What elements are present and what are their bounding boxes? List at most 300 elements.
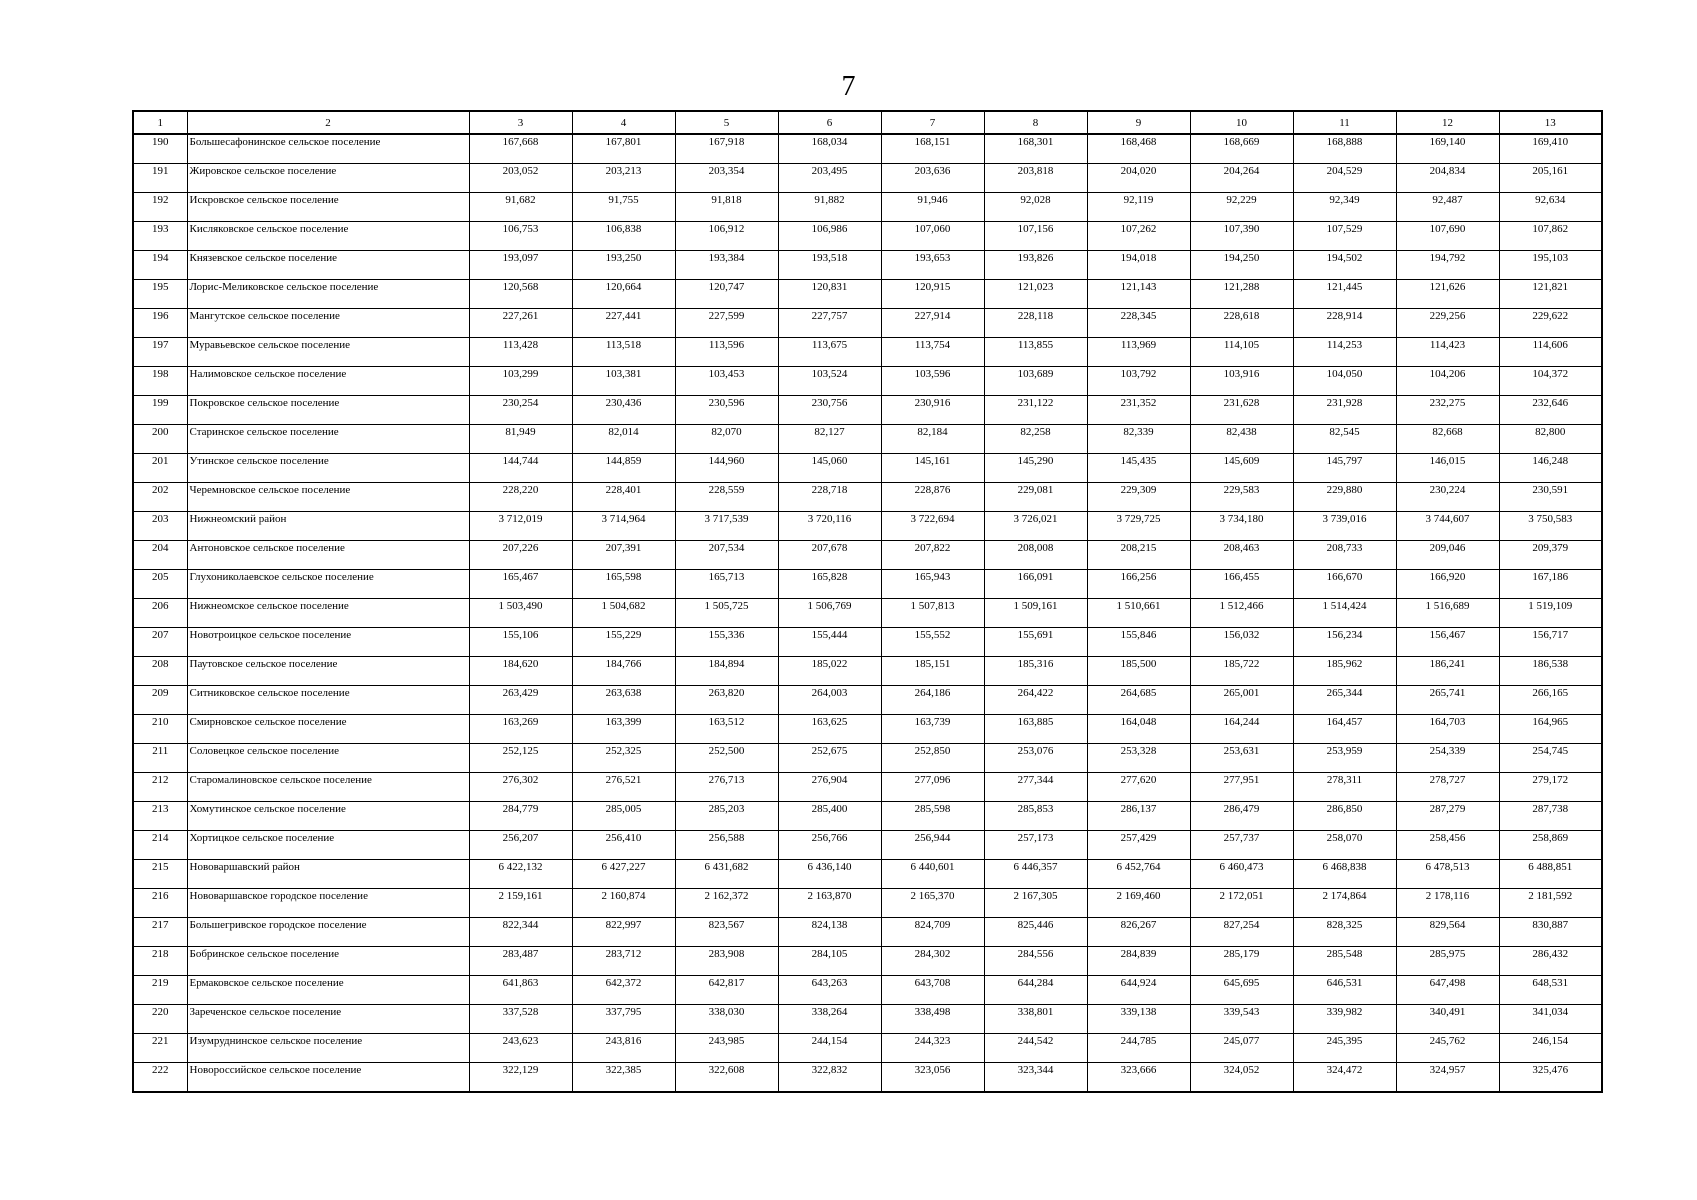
value-cell: 231,928 xyxy=(1293,396,1396,425)
value-cell: 642,817 xyxy=(675,976,778,1005)
value-cell: 254,745 xyxy=(1499,744,1602,773)
value-cell: 322,832 xyxy=(778,1063,881,1093)
value-cell: 232,646 xyxy=(1499,396,1602,425)
value-cell: 103,792 xyxy=(1087,367,1190,396)
value-cell: 6 440,601 xyxy=(881,860,984,889)
value-cell: 168,301 xyxy=(984,134,1087,164)
value-cell: 230,591 xyxy=(1499,483,1602,512)
value-cell: 204,834 xyxy=(1396,164,1499,193)
value-cell: 107,390 xyxy=(1190,222,1293,251)
value-cell: 82,014 xyxy=(572,425,675,454)
value-cell: 228,876 xyxy=(881,483,984,512)
value-cell: 340,491 xyxy=(1396,1005,1499,1034)
value-cell: 323,056 xyxy=(881,1063,984,1093)
value-cell: 283,487 xyxy=(469,947,572,976)
table-row xyxy=(133,541,1602,570)
value-cell: 168,151 xyxy=(881,134,984,164)
table-row xyxy=(133,280,1602,309)
value-cell: 339,543 xyxy=(1190,1005,1293,1034)
value-cell: 120,664 xyxy=(572,280,675,309)
value-cell: 163,399 xyxy=(572,715,675,744)
value-cell: 286,850 xyxy=(1293,802,1396,831)
column-header: 7 xyxy=(881,111,984,134)
value-cell: 204,264 xyxy=(1190,164,1293,193)
value-cell: 3 729,725 xyxy=(1087,512,1190,541)
value-cell: 82,438 xyxy=(1190,425,1293,454)
value-cell: 6 427,227 xyxy=(572,860,675,889)
value-cell: 185,962 xyxy=(1293,657,1396,686)
value-cell: 2 174,864 xyxy=(1293,889,1396,918)
value-cell: 121,288 xyxy=(1190,280,1293,309)
row-number-cell: 200 xyxy=(133,425,187,454)
value-cell: 169,140 xyxy=(1396,134,1499,164)
value-cell: 287,738 xyxy=(1499,802,1602,831)
value-cell: 822,344 xyxy=(469,918,572,947)
value-cell: 257,173 xyxy=(984,831,1087,860)
value-cell: 165,828 xyxy=(778,570,881,599)
value-cell: 107,529 xyxy=(1293,222,1396,251)
value-cell: 168,034 xyxy=(778,134,881,164)
value-cell: 278,311 xyxy=(1293,773,1396,802)
value-cell: 203,052 xyxy=(469,164,572,193)
value-cell: 169,410 xyxy=(1499,134,1602,164)
value-cell: 323,666 xyxy=(1087,1063,1190,1093)
table-header xyxy=(133,111,1602,134)
row-number-cell: 207 xyxy=(133,628,187,657)
value-cell: 341,034 xyxy=(1499,1005,1602,1034)
municipality-name-cell: Глухониколаевское сельское поселение xyxy=(187,570,469,599)
value-cell: 164,457 xyxy=(1293,715,1396,744)
value-cell: 121,445 xyxy=(1293,280,1396,309)
value-cell: 165,713 xyxy=(675,570,778,599)
value-cell: 338,030 xyxy=(675,1005,778,1034)
municipality-name-cell: Хортицкое сельское поселение xyxy=(187,831,469,860)
value-cell: 82,545 xyxy=(1293,425,1396,454)
value-cell: 195,103 xyxy=(1499,251,1602,280)
value-cell: 208,463 xyxy=(1190,541,1293,570)
row-number-cell: 197 xyxy=(133,338,187,367)
value-cell: 231,122 xyxy=(984,396,1087,425)
value-cell: 145,609 xyxy=(1190,454,1293,483)
value-cell: 121,626 xyxy=(1396,280,1499,309)
value-cell: 324,052 xyxy=(1190,1063,1293,1093)
value-cell: 209,379 xyxy=(1499,541,1602,570)
column-header: 1 xyxy=(133,111,187,134)
value-cell: 6 452,764 xyxy=(1087,860,1190,889)
value-cell: 155,336 xyxy=(675,628,778,657)
value-cell: 145,060 xyxy=(778,454,881,483)
value-cell: 643,708 xyxy=(881,976,984,1005)
value-cell: 229,256 xyxy=(1396,309,1499,338)
value-cell: 286,432 xyxy=(1499,947,1602,976)
value-cell: 253,076 xyxy=(984,744,1087,773)
value-cell: 113,754 xyxy=(881,338,984,367)
value-cell: 185,316 xyxy=(984,657,1087,686)
value-cell: 252,850 xyxy=(881,744,984,773)
row-number-cell: 202 xyxy=(133,483,187,512)
municipality-name-cell: Большегривское городское поселение xyxy=(187,918,469,947)
column-header: 11 xyxy=(1293,111,1396,134)
row-number-cell: 212 xyxy=(133,773,187,802)
value-cell: 82,127 xyxy=(778,425,881,454)
municipality-name-cell: Новороссийское сельское поселение xyxy=(187,1063,469,1093)
value-cell: 228,401 xyxy=(572,483,675,512)
value-cell: 155,106 xyxy=(469,628,572,657)
table-row xyxy=(133,222,1602,251)
value-cell: 263,638 xyxy=(572,686,675,715)
table-body xyxy=(133,134,1602,1092)
value-cell: 207,391 xyxy=(572,541,675,570)
value-cell: 2 165,370 xyxy=(881,889,984,918)
value-cell: 121,143 xyxy=(1087,280,1190,309)
table-row xyxy=(133,1034,1602,1063)
row-number-cell: 218 xyxy=(133,947,187,976)
value-cell: 106,838 xyxy=(572,222,675,251)
value-cell: 203,354 xyxy=(675,164,778,193)
value-cell: 253,328 xyxy=(1087,744,1190,773)
value-cell: 208,733 xyxy=(1293,541,1396,570)
value-cell: 244,154 xyxy=(778,1034,881,1063)
value-cell: 253,959 xyxy=(1293,744,1396,773)
value-cell: 828,325 xyxy=(1293,918,1396,947)
row-number-cell: 201 xyxy=(133,454,187,483)
value-cell: 230,596 xyxy=(675,396,778,425)
value-cell: 285,400 xyxy=(778,802,881,831)
value-cell: 193,250 xyxy=(572,251,675,280)
value-cell: 229,309 xyxy=(1087,483,1190,512)
value-cell: 92,229 xyxy=(1190,193,1293,222)
municipality-name-cell: Большесафонинское сельское поселение xyxy=(187,134,469,164)
value-cell: 323,344 xyxy=(984,1063,1087,1093)
value-cell: 167,801 xyxy=(572,134,675,164)
value-cell: 825,446 xyxy=(984,918,1087,947)
value-cell: 284,556 xyxy=(984,947,1087,976)
column-header: 10 xyxy=(1190,111,1293,134)
page-number: 7 xyxy=(841,71,856,102)
value-cell: 163,269 xyxy=(469,715,572,744)
value-cell: 230,436 xyxy=(572,396,675,425)
value-cell: 194,792 xyxy=(1396,251,1499,280)
value-cell: 264,685 xyxy=(1087,686,1190,715)
value-cell: 264,422 xyxy=(984,686,1087,715)
value-cell: 644,924 xyxy=(1087,976,1190,1005)
table-row xyxy=(133,657,1602,686)
table-row xyxy=(133,425,1602,454)
value-cell: 103,524 xyxy=(778,367,881,396)
row-number-cell: 217 xyxy=(133,918,187,947)
value-cell: 82,800 xyxy=(1499,425,1602,454)
value-cell: 166,920 xyxy=(1396,570,1499,599)
value-cell: 107,156 xyxy=(984,222,1087,251)
value-cell: 113,969 xyxy=(1087,338,1190,367)
table-row xyxy=(133,599,1602,628)
value-cell: 146,248 xyxy=(1499,454,1602,483)
value-cell: 252,675 xyxy=(778,744,881,773)
value-cell: 266,165 xyxy=(1499,686,1602,715)
value-cell: 3 739,016 xyxy=(1293,512,1396,541)
value-cell: 184,620 xyxy=(469,657,572,686)
value-cell: 254,339 xyxy=(1396,744,1499,773)
row-number-cell: 214 xyxy=(133,831,187,860)
column-header: 12 xyxy=(1396,111,1499,134)
value-cell: 121,821 xyxy=(1499,280,1602,309)
value-cell: 243,985 xyxy=(675,1034,778,1063)
municipality-name-cell: Мангутское сельское поселение xyxy=(187,309,469,338)
value-cell: 642,372 xyxy=(572,976,675,1005)
value-cell: 156,234 xyxy=(1293,628,1396,657)
value-cell: 339,138 xyxy=(1087,1005,1190,1034)
value-cell: 120,831 xyxy=(778,280,881,309)
value-cell: 165,598 xyxy=(572,570,675,599)
value-cell: 1 506,769 xyxy=(778,599,881,628)
value-cell: 278,727 xyxy=(1396,773,1499,802)
table-row xyxy=(133,367,1602,396)
value-cell: 2 181,592 xyxy=(1499,889,1602,918)
value-cell: 156,467 xyxy=(1396,628,1499,657)
value-cell: 155,691 xyxy=(984,628,1087,657)
value-cell: 82,070 xyxy=(675,425,778,454)
row-number-cell: 215 xyxy=(133,860,187,889)
value-cell: 227,914 xyxy=(881,309,984,338)
value-cell: 167,918 xyxy=(675,134,778,164)
value-cell: 193,826 xyxy=(984,251,1087,280)
value-cell: 322,385 xyxy=(572,1063,675,1093)
value-cell: 822,997 xyxy=(572,918,675,947)
value-cell: 3 720,116 xyxy=(778,512,881,541)
table-row xyxy=(133,193,1602,222)
value-cell: 208,008 xyxy=(984,541,1087,570)
municipality-name-cell: Князевское сельское поселение xyxy=(187,251,469,280)
value-cell: 104,050 xyxy=(1293,367,1396,396)
value-cell: 285,853 xyxy=(984,802,1087,831)
value-cell: 91,682 xyxy=(469,193,572,222)
row-number-cell: 222 xyxy=(133,1063,187,1093)
value-cell: 114,253 xyxy=(1293,338,1396,367)
value-cell: 824,138 xyxy=(778,918,881,947)
row-number-cell: 190 xyxy=(133,134,187,164)
value-cell: 228,618 xyxy=(1190,309,1293,338)
value-cell: 227,757 xyxy=(778,309,881,338)
row-number-cell: 221 xyxy=(133,1034,187,1063)
value-cell: 232,275 xyxy=(1396,396,1499,425)
table-row xyxy=(133,628,1602,657)
value-cell: 145,161 xyxy=(881,454,984,483)
table-row xyxy=(133,483,1602,512)
table-row xyxy=(133,164,1602,193)
municipality-name-cell: Паутовское сельское поселение xyxy=(187,657,469,686)
value-cell: 265,741 xyxy=(1396,686,1499,715)
value-cell: 184,766 xyxy=(572,657,675,686)
value-cell: 91,755 xyxy=(572,193,675,222)
value-cell: 227,441 xyxy=(572,309,675,338)
value-cell: 285,005 xyxy=(572,802,675,831)
value-cell: 1 516,689 xyxy=(1396,599,1499,628)
value-cell: 163,625 xyxy=(778,715,881,744)
value-cell: 207,534 xyxy=(675,541,778,570)
value-cell: 166,091 xyxy=(984,570,1087,599)
value-cell: 827,254 xyxy=(1190,918,1293,947)
row-number-cell: 195 xyxy=(133,280,187,309)
value-cell: 113,596 xyxy=(675,338,778,367)
row-number-cell: 206 xyxy=(133,599,187,628)
value-cell: 114,606 xyxy=(1499,338,1602,367)
value-cell: 156,717 xyxy=(1499,628,1602,657)
value-cell: 203,213 xyxy=(572,164,675,193)
value-cell: 1 510,661 xyxy=(1087,599,1190,628)
table-row xyxy=(133,396,1602,425)
value-cell: 245,395 xyxy=(1293,1034,1396,1063)
row-number-cell: 220 xyxy=(133,1005,187,1034)
value-cell: 120,568 xyxy=(469,280,572,309)
value-cell: 193,384 xyxy=(675,251,778,280)
value-cell: 107,690 xyxy=(1396,222,1499,251)
value-cell: 155,444 xyxy=(778,628,881,657)
value-cell: 285,179 xyxy=(1190,947,1293,976)
value-cell: 194,250 xyxy=(1190,251,1293,280)
value-cell: 252,325 xyxy=(572,744,675,773)
row-number-cell: 193 xyxy=(133,222,187,251)
value-cell: 121,023 xyxy=(984,280,1087,309)
value-cell: 155,846 xyxy=(1087,628,1190,657)
table-row xyxy=(133,338,1602,367)
value-cell: 193,097 xyxy=(469,251,572,280)
value-cell: 120,915 xyxy=(881,280,984,309)
value-cell: 167,668 xyxy=(469,134,572,164)
value-cell: 3 714,964 xyxy=(572,512,675,541)
value-cell: 208,215 xyxy=(1087,541,1190,570)
value-cell: 166,670 xyxy=(1293,570,1396,599)
value-cell: 82,184 xyxy=(881,425,984,454)
value-cell: 830,887 xyxy=(1499,918,1602,947)
value-cell: 82,258 xyxy=(984,425,1087,454)
value-cell: 6 488,851 xyxy=(1499,860,1602,889)
value-cell: 265,344 xyxy=(1293,686,1396,715)
value-cell: 164,048 xyxy=(1087,715,1190,744)
value-cell: 103,453 xyxy=(675,367,778,396)
table-row xyxy=(133,134,1602,164)
municipality-name-cell: Ермаковское сельское поселение xyxy=(187,976,469,1005)
value-cell: 230,916 xyxy=(881,396,984,425)
row-number-cell: 208 xyxy=(133,657,187,686)
value-cell: 185,500 xyxy=(1087,657,1190,686)
value-cell: 207,822 xyxy=(881,541,984,570)
municipality-name-cell: Изумруднинское сельское поселение xyxy=(187,1034,469,1063)
value-cell: 2 162,372 xyxy=(675,889,778,918)
row-number-cell: 204 xyxy=(133,541,187,570)
value-cell: 106,986 xyxy=(778,222,881,251)
value-cell: 2 159,161 xyxy=(469,889,572,918)
value-cell: 230,756 xyxy=(778,396,881,425)
value-cell: 1 512,466 xyxy=(1190,599,1293,628)
value-cell: 103,299 xyxy=(469,367,572,396)
municipality-name-cell: Старомалиновское сельское поселение xyxy=(187,773,469,802)
table-row xyxy=(133,802,1602,831)
value-cell: 91,818 xyxy=(675,193,778,222)
value-cell: 6 422,132 xyxy=(469,860,572,889)
table-row xyxy=(133,715,1602,744)
row-number-cell: 194 xyxy=(133,251,187,280)
municipality-name-cell: Налимовское сельское поселение xyxy=(187,367,469,396)
value-cell: 203,636 xyxy=(881,164,984,193)
municipality-name-cell: Соловецкое сельское поселение xyxy=(187,744,469,773)
data-table xyxy=(132,110,1603,1093)
table-row xyxy=(133,831,1602,860)
value-cell: 2 178,116 xyxy=(1396,889,1499,918)
value-cell: 231,628 xyxy=(1190,396,1293,425)
municipality-name-cell: Бобринское сельское поселение xyxy=(187,947,469,976)
value-cell: 155,552 xyxy=(881,628,984,657)
value-cell: 337,795 xyxy=(572,1005,675,1034)
value-cell: 823,567 xyxy=(675,918,778,947)
municipality-name-cell: Ситниковское сельское поселение xyxy=(187,686,469,715)
value-cell: 1 504,682 xyxy=(572,599,675,628)
value-cell: 106,912 xyxy=(675,222,778,251)
value-cell: 1 514,424 xyxy=(1293,599,1396,628)
value-cell: 230,254 xyxy=(469,396,572,425)
value-cell: 228,914 xyxy=(1293,309,1396,338)
municipality-name-cell: Черемновское сельское поселение xyxy=(187,483,469,512)
value-cell: 144,744 xyxy=(469,454,572,483)
municipality-name-cell: Хомутинское сельское поселение xyxy=(187,802,469,831)
value-cell: 82,339 xyxy=(1087,425,1190,454)
table-row xyxy=(133,570,1602,599)
value-cell: 91,882 xyxy=(778,193,881,222)
value-cell: 646,531 xyxy=(1293,976,1396,1005)
value-cell: 168,888 xyxy=(1293,134,1396,164)
row-number-cell: 196 xyxy=(133,309,187,338)
value-cell: 104,206 xyxy=(1396,367,1499,396)
value-cell: 283,712 xyxy=(572,947,675,976)
value-cell: 2 160,874 xyxy=(572,889,675,918)
value-cell: 228,718 xyxy=(778,483,881,512)
value-cell: 1 503,490 xyxy=(469,599,572,628)
value-cell: 279,172 xyxy=(1499,773,1602,802)
value-cell: 2 167,305 xyxy=(984,889,1087,918)
value-cell: 258,070 xyxy=(1293,831,1396,860)
value-cell: 229,583 xyxy=(1190,483,1293,512)
value-cell: 645,695 xyxy=(1190,976,1293,1005)
value-cell: 163,739 xyxy=(881,715,984,744)
column-header: 9 xyxy=(1087,111,1190,134)
value-cell: 252,125 xyxy=(469,744,572,773)
value-cell: 6 446,357 xyxy=(984,860,1087,889)
value-cell: 204,529 xyxy=(1293,164,1396,193)
value-cell: 256,410 xyxy=(572,831,675,860)
value-cell: 227,261 xyxy=(469,309,572,338)
value-cell: 103,689 xyxy=(984,367,1087,396)
value-cell: 204,020 xyxy=(1087,164,1190,193)
value-cell: 92,487 xyxy=(1396,193,1499,222)
municipality-name-cell: Смирновское сельское поселение xyxy=(187,715,469,744)
municipality-name-cell: Зареченское сельское поселение xyxy=(187,1005,469,1034)
value-cell: 166,256 xyxy=(1087,570,1190,599)
value-cell: 325,476 xyxy=(1499,1063,1602,1093)
value-cell: 168,669 xyxy=(1190,134,1293,164)
value-cell: 92,028 xyxy=(984,193,1087,222)
value-cell: 168,468 xyxy=(1087,134,1190,164)
table-row xyxy=(133,512,1602,541)
value-cell: 114,423 xyxy=(1396,338,1499,367)
municipality-name-cell: Нижнеомское сельское поселение xyxy=(187,599,469,628)
value-cell: 3 712,019 xyxy=(469,512,572,541)
value-cell: 252,500 xyxy=(675,744,778,773)
row-number-cell: 191 xyxy=(133,164,187,193)
value-cell: 1 519,109 xyxy=(1499,599,1602,628)
value-cell: 207,678 xyxy=(778,541,881,570)
header-row xyxy=(133,111,1602,134)
value-cell: 107,060 xyxy=(881,222,984,251)
value-cell: 647,498 xyxy=(1396,976,1499,1005)
